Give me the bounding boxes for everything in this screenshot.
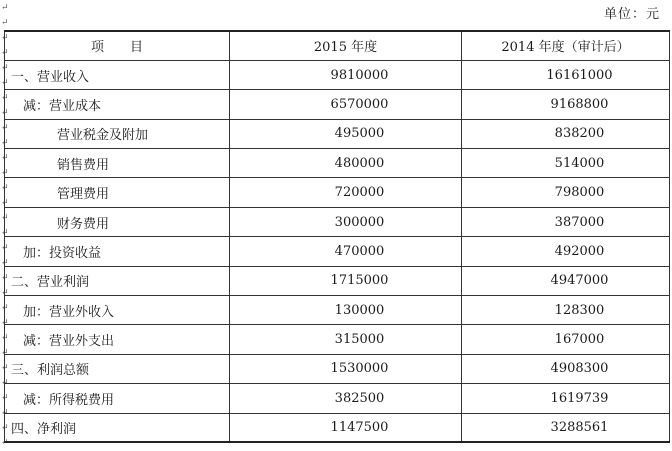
value-2014: 514000 — [462, 149, 670, 178]
income-statement-table — [4, 30, 670, 443]
paragraph-mark-icon: ↵ — [1, 63, 9, 73]
value-2014: 4908300 — [462, 354, 670, 383]
value-2015: 1530000 — [230, 354, 462, 383]
paragraph-mark-icon: ↵ — [1, 243, 9, 253]
header-2014: 2014 年度（审计后） — [462, 31, 670, 60]
value-2015: 6570000 — [230, 90, 462, 119]
paragraph-mark-icon: ↵ — [1, 258, 9, 268]
paragraph-mark-icon: ↵ — [1, 228, 9, 238]
value-2014: 9168800 — [462, 90, 670, 119]
row-label: 减：营业外支出 — [5, 325, 230, 354]
row-label: 减：营业成本 — [5, 90, 230, 119]
paragraph-mark-icon: ↵ — [1, 348, 9, 358]
table-row — [5, 237, 670, 266]
row-label: 加：投资收益 — [5, 237, 230, 266]
paragraph-mark-icon: ↵ — [1, 393, 9, 403]
unit-label: 单位：元 — [603, 7, 660, 22]
row-label: 减：所得税费用 — [5, 384, 230, 413]
paragraph-mark-icon: ↵ — [1, 138, 9, 148]
paragraph-mark-icon: ↵ — [1, 18, 9, 28]
value-2015: 315000 — [230, 325, 462, 354]
row-label: 财务费用 — [5, 207, 230, 236]
table-row — [5, 119, 670, 148]
value-2015: 480000 — [230, 149, 462, 178]
row-label: 三、利润总额 — [5, 354, 230, 383]
paragraph-mark-icon: ↵ — [1, 108, 9, 118]
row-label: 管理费用 — [5, 178, 230, 207]
paragraph-mark-icon: ↵ — [1, 333, 9, 343]
table-row — [5, 60, 670, 89]
table-header-row — [5, 31, 670, 60]
value-2015: 9810000 — [230, 60, 462, 89]
value-2015: 300000 — [230, 207, 462, 236]
row-label: 加：营业外收入 — [5, 296, 230, 325]
row-label: 销售费用 — [5, 149, 230, 178]
value-2014: 798000 — [462, 178, 670, 207]
row-label: 一、营业收入 — [5, 60, 230, 89]
table-row — [5, 266, 670, 295]
value-2015: 382500 — [230, 384, 462, 413]
value-2014: 128300 — [462, 296, 670, 325]
table-row — [5, 354, 670, 383]
row-label: 二、营业利润 — [5, 266, 230, 295]
value-2015: 495000 — [230, 119, 462, 148]
value-2015: 1147500 — [230, 413, 462, 442]
table-row — [5, 325, 670, 354]
paragraph-mark-icon: ↵ — [1, 33, 9, 43]
table-row — [5, 90, 670, 119]
paragraph-mark-icon: ↵ — [1, 303, 9, 313]
value-2014: 4947000 — [462, 266, 670, 295]
paragraph-mark-icon: ↵ — [1, 408, 9, 418]
paragraph-mark-icon: ↵ — [1, 123, 9, 133]
value-2015: 470000 — [230, 237, 462, 266]
table-row — [5, 178, 670, 207]
paragraph-mark-icon: ↵ — [1, 213, 9, 223]
value-2014: 16161000 — [462, 60, 670, 89]
value-2014: 1619739 — [462, 384, 670, 413]
paragraph-mark-icon: ↵ — [1, 198, 9, 208]
paragraph-mark-icon: ↵ — [1, 78, 9, 88]
paragraph-mark-icon: ↵ — [1, 423, 9, 433]
table-row — [5, 413, 670, 442]
header-item: 项 目 — [5, 31, 230, 60]
table-row — [5, 149, 670, 178]
table-row — [5, 207, 670, 236]
value-2014: 3288561 — [462, 413, 670, 442]
table-row — [5, 296, 670, 325]
value-2014: 167000 — [462, 325, 670, 354]
row-label: 营业税金及附加 — [5, 119, 230, 148]
paragraph-mark-icon: ↵ — [1, 288, 9, 298]
paragraph-mark-icon: ↵ — [1, 273, 9, 283]
paragraph-mark-icon: ↵ — [1, 3, 9, 13]
row-label: 四、净利润 — [5, 413, 230, 442]
value-2015: 130000 — [230, 296, 462, 325]
value-2015: 1715000 — [230, 266, 462, 295]
paragraph-mark-icon: ↵ — [1, 168, 9, 178]
paragraph-mark-icon: ↵ — [1, 93, 9, 103]
value-2015: 720000 — [230, 178, 462, 207]
value-2014: 387000 — [462, 207, 670, 236]
value-2014: 838200 — [462, 119, 670, 148]
paragraph-mark-icon: ↵ — [1, 318, 9, 328]
paragraph-mark-icon: ↵ — [1, 153, 9, 163]
paragraph-mark-icon: ↵ — [1, 183, 9, 193]
paragraph-mark-icon: ↵ — [1, 378, 9, 388]
paragraph-mark-icon: ↵ — [1, 48, 9, 58]
paragraph-mark-icon: ↵ — [1, 363, 9, 373]
paragraph-mark-icon: ↵ — [1, 438, 9, 448]
value-2014: 492000 — [462, 237, 670, 266]
header-2015: 2015 年度 — [230, 31, 462, 60]
table-row — [5, 384, 670, 413]
